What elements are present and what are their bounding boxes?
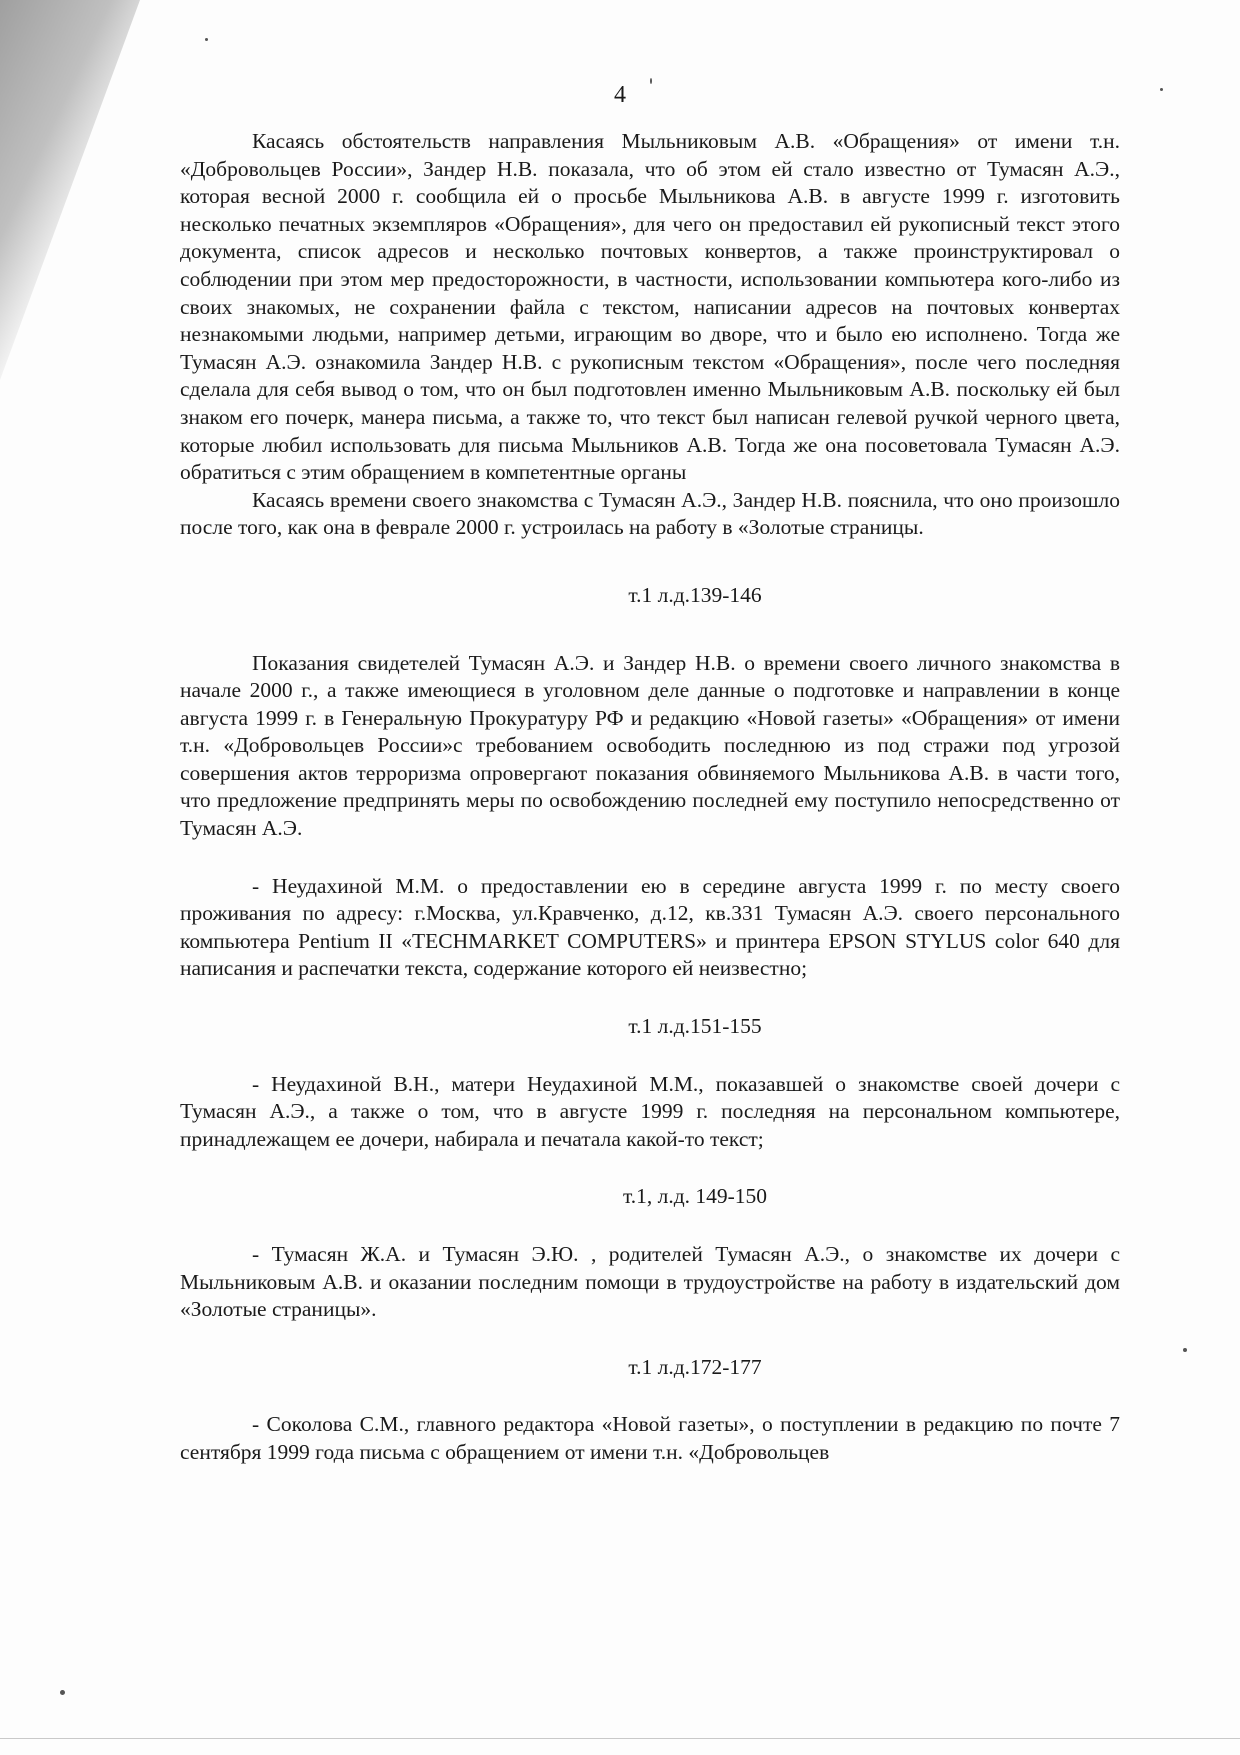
scan-speck: [1183, 1348, 1187, 1352]
scan-shadow: [0, 0, 140, 380]
testimony-item: - Соколова С.М., главного редактора «Новой газеты», о поступлении в редакцию по почте 7 сентября 1999 года письма с обращением от имени т.н. «Добровольцев: [180, 1412, 1120, 1464]
paragraph: Касаясь обстоятельств направления Мыльниковым А.В. «Обращения» от имени т.н. «Добровольцев России», Зандер Н.В. показала, что об этом ей стало известно от Тумасян А.Э., которая весной 2000 г. сообщила ей о просьбе Мыльникова А.В. в августе 1999 г. изготовить несколько печатных экземпляров «Обращения», для чего он предоставил ей рукописный текст этого документа, список адресов и несколько почтовых конвертов, а также проинструктировал о соблюдении при этом мер предосторожности, в частности, использовании компьютера кого-либо из своих знакомых, не сохранении файла с текстом, написании адресов на почтовых конвертах незнакомыми людьми, например детьми, играющим во дворе, что и было ею исполнено. Тогда же Тумасян А.Э. ознакомила Зандер Н.В. с рукописным текстом «Обращения», после чего последняя сделала для себя вывод о том, что он был подготовлен именно Мыльниковым А.В. поскольку ей был знаком его почерк, манера письма, а также то, что текст был написан гелевой ручкой черного цвета, которые любил использовать для письма Мыльников А.В. Тогда же она посоветовала Тумасян А.Э. обратиться с этим обращением в компетентные органы: [180, 129, 1120, 485]
paragraph: Касаясь времени своего знакомства с Тумасян А.Э., Зандер Н.В. пояснила, что оно произошло после того, как она в феврале 2000 г. устроилась на работу в «Золотые страницы.: [180, 487, 1120, 540]
case-reference: т.1 л.д.151-155: [628, 1014, 762, 1039]
case-reference: т.1 л.д.172-177: [628, 1354, 762, 1379]
case-reference: т.1 л.д.139-146: [628, 582, 762, 607]
scan-speck: [60, 1690, 65, 1695]
testimony-item: - Тумасян Ж.А. и Тумасян Э.Ю. , родителей Тумасян А.Э., о знакомстве их дочери с Мыльниковым А.В. и оказании последним помощи в трудоустройстве на работу в издательский дом «Золотые страницы».: [180, 1242, 1120, 1322]
testimony-item: - Неудахиной М.М. о предоставлении ею в середине августа 1999 г. по месту своего проживания по адресу: г.Москва, ул.Кравченко, д.12, кв.331 Тумасян А.Э. своего персонального компьютера Pentium II «TECHMARKET COMPUTERS» и принтера EPSON STYLUS color 640 для написания и распечатки текста, содержание которого ей неизвестно;: [180, 873, 1120, 981]
scan-edge-line: [0, 1738, 1240, 1739]
case-reference: т.1, л.д. 149-150: [622, 1184, 768, 1209]
scan-speck: [205, 38, 208, 41]
document-body: [180, 128, 1120, 1467]
paragraph: Показания свидетелей Тумасян А.Э. и Зандер Н.В. о времени своего личного знакомства в начале 2000 г., а также имеющиеся в уголовном деле данные о подготовке и направлении в конце августа 1999 г. в Генеральную Прокуратуру РФ и редакцию «Новой газеты» «Обращения» от имени т.н. «Добровольцев России»с требованием освободить последнюю из под стражи под угрозой совершения актов терроризма опровергают показания обвиняемого Мыльникова А.В. в части того, что предложение предпринять меры по освобождению последней ему поступило непосредственно от Тумасян А.Э.: [180, 650, 1120, 841]
page-number: 4: [614, 82, 626, 108]
testimony-item: - Неудахиной В.Н., матери Неудахиной М.М., показавшей о знакомстве своей дочери с Тумасян А.Э., а также о том, что в августе 1999 г. последняя на персональном компьютере, принадлежащем ее дочери, набирала и печатала какой-то текст;: [180, 1071, 1120, 1151]
